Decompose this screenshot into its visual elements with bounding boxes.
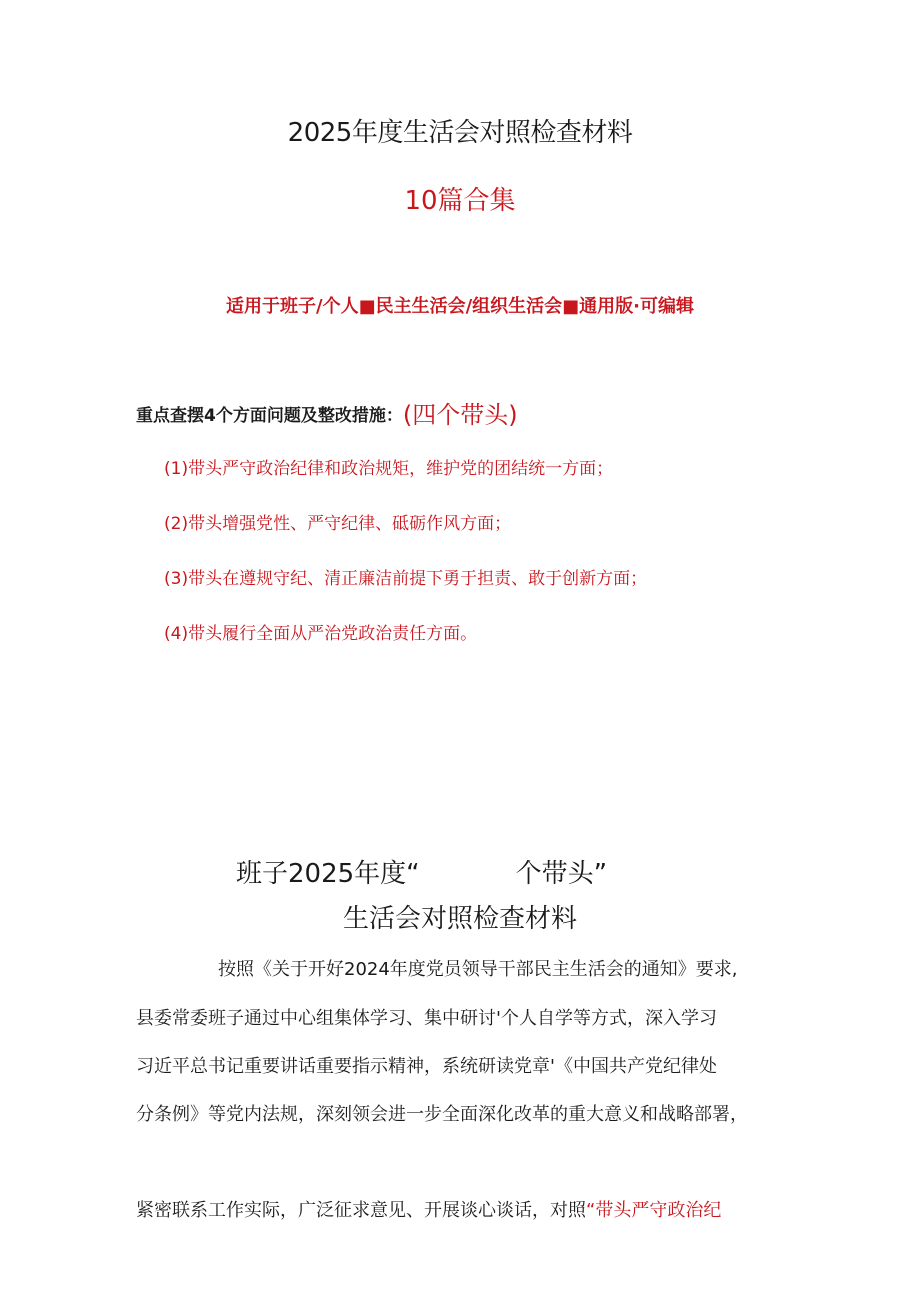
paragraph-line: 按照《关于开好2024年度党员领导干部民主生活会的通知》要求, — [218, 959, 738, 980]
section-title-line2: 生活会对照检查材料 — [342, 904, 577, 934]
paragraph-line: 分条例》等党内法规，深刻领会进一步全面深化改革的重大意义和战略部署， — [136, 1104, 748, 1125]
section-title-right: 个带头” — [515, 859, 608, 889]
key-point-item: (4)带头履行全面从严治党政治责任方面。 — [164, 624, 478, 644]
key-point-item: (3)带头在遵规守纪、清正廉洁前提下勇于担责、敢于创新方面； — [164, 569, 648, 589]
key-points-tag: (四个带头) — [402, 401, 518, 429]
applicability-subtitle: 适用于班子/个人■民主生活会/组织生活会■通用版·可编辑 — [226, 296, 694, 317]
document-title: 2025年度生活会对照检查材料 — [287, 118, 633, 148]
key-point-item: (2)带头增强党性、严守纪律、砥砺作风方面； — [164, 514, 512, 534]
paragraph-line: 习近平总书记重要讲话重要指示精神，系统研读党章'《中国共产党纪律处 — [136, 1056, 717, 1077]
section-title-line1 — [236, 853, 676, 890]
collection-label: 10篇合集 — [404, 186, 516, 216]
paragraph-line: 县委常委班子通过中心组集体学习、集中研讨'个人自学等方式，深入学习 — [136, 1008, 717, 1029]
key-points-heading — [136, 393, 518, 428]
paragraph-red-quote: “带头严守政治纪 — [586, 1200, 722, 1221]
key-points-heading-text: 重点查摆4个方面问题及整改措施： — [136, 406, 403, 426]
section-title-left: 班子2025年度“ — [236, 859, 420, 889]
key-point-item: (1)带头严守政治纪律和政治规矩，维护党的团结统一方面； — [164, 459, 614, 479]
paragraph-line — [136, 1196, 721, 1222]
paragraph-line-text: 紧密联系工作实际，广泛征求意见、开展谈心谈话，对照 — [136, 1200, 586, 1221]
